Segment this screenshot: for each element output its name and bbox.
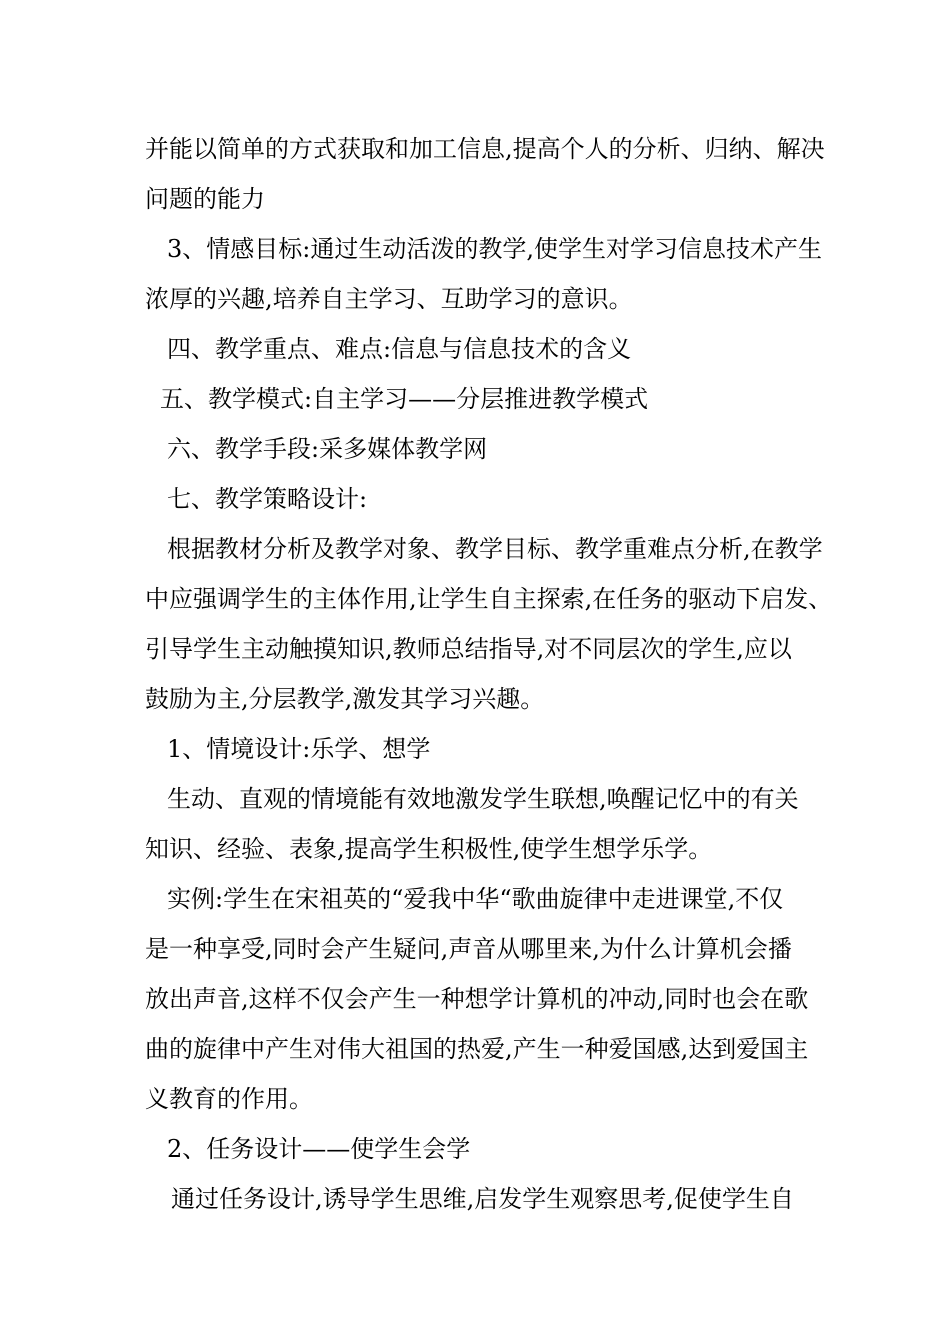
text-line: 鼓励为主,分层教学,激发其学习兴趣。 (145, 685, 545, 713)
text-line: 中应强调学生的主体作用,让学生自主探索,在任务的驱动下启发、 (145, 585, 833, 613)
text-line: 义教育的作用。 (145, 1085, 313, 1113)
text-line: 是一种享受,同时会产生疑问,声音从哪里来,为什么计算机会播 (145, 935, 792, 963)
text-line: 问题的能力 (145, 185, 265, 213)
section-heading: 七、教学策略设计: (167, 485, 368, 513)
text-line: 知识、经验、表象,提高学生积极性,使学生想学乐学。 (145, 835, 713, 863)
text-line: 实例:学生在宋祖英的“爱我中华“歌曲旋律中走进课堂,不仅 (167, 885, 784, 913)
text-line: 并能以简单的方式获取和加工信息,提高个人的分析、归纳、解决 (145, 135, 825, 163)
text-line: 根据教材分析及教学对象、教学目标、教学重难点分析,在教学 (167, 535, 823, 563)
subsection-heading: 1、情境设计:乐学、想学 (167, 735, 431, 763)
section-heading: 五、教学模式:自主学习——分层推进教学模式 (160, 385, 649, 413)
text-line: 生动、直观的情境能有效地激发学生联想,唤醒记忆中的有关 (167, 785, 799, 813)
section-heading: 四、教学重点、难点:信息与信息技术的含义 (167, 335, 632, 363)
section-heading: 六、教学手段:采多媒体教学网 (167, 435, 488, 463)
text-line: 曲的旋律中产生对伟大祖国的热爱,产生一种爱国感,达到爱国主 (145, 1035, 809, 1063)
subsection-heading: 2、任务设计——使学生会学 (167, 1135, 471, 1163)
text-line: 浓厚的兴趣,培养自主学习、互助学习的意识。 (145, 285, 633, 313)
text-line: 放出声音,这样不仅会产生一种想学计算机的冲动,同时也会在歌 (145, 985, 809, 1013)
text-line: 3、情感目标:通过生动活泼的教学,使学生对学习信息技术产生 (167, 235, 822, 263)
text-line: 通过任务设计,诱导学生思维,启发学生观察思考,促使学生自 (171, 1185, 794, 1213)
document-body (145, 124, 833, 1224)
text-line: 引导学生主动触摸知识,教师总结指导,对不同层次的学生,应以 (145, 635, 792, 663)
